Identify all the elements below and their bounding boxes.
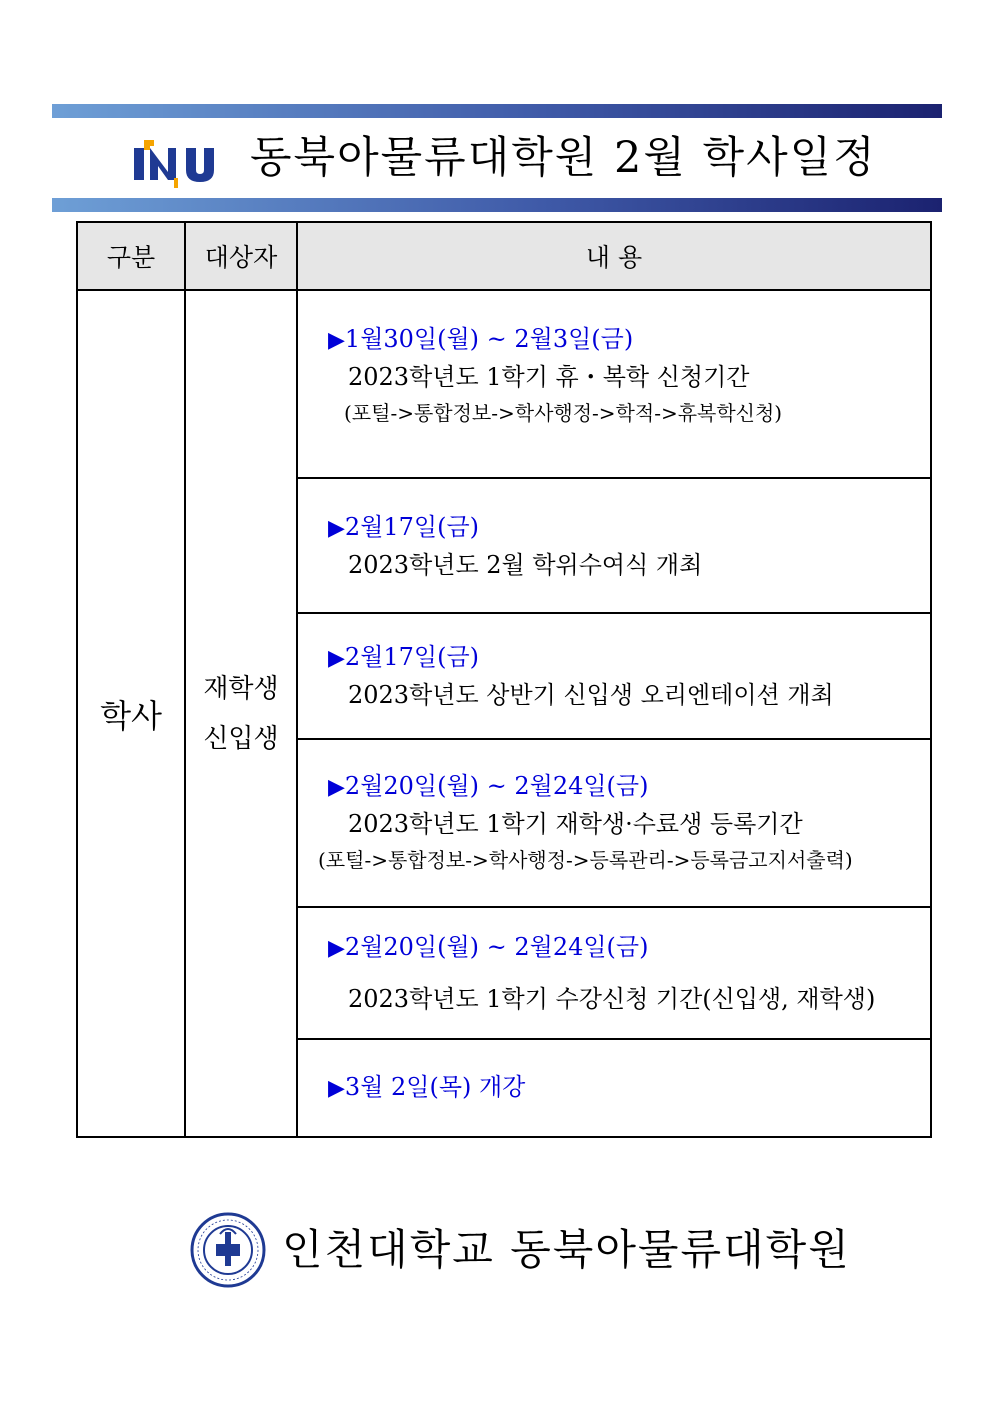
target-cell: [185, 290, 297, 1137]
schedule-item: [297, 739, 931, 907]
footer: [190, 1210, 851, 1290]
table-header-row: [77, 222, 931, 290]
header-bottom-bar: [52, 198, 942, 212]
arrow-marker-icon: ▶: [328, 646, 345, 671]
schedule-date: ▶2월20일(월) ~ 2월24일(금): [328, 772, 649, 800]
arrow-marker-icon: ▶: [328, 328, 345, 353]
inu-logo: [128, 138, 224, 190]
schedule-menu-path: (포털->통합정보->학사행정->등록관리->등록금고지서출력): [318, 848, 853, 872]
schedule-date: ▶1월30일(월) ~ 2월3일(금): [328, 325, 634, 353]
arrow-marker-icon: ▶: [328, 775, 345, 800]
arrow-marker-icon: ▶: [328, 1076, 345, 1101]
schedule-description: 2023학년도 1학기 수강신청 기간(신입생, 재학생): [348, 985, 876, 1013]
schedule-date: ▶3월 2일(목) 개강: [328, 1073, 526, 1101]
column-header-content: 내 용: [297, 222, 931, 290]
schedule-description: 2023학년도 1학기 재학생·수료생 등록기간: [348, 810, 803, 838]
schedule-menu-path: (포털->통합정보->학사행정->학적->휴복학신청): [344, 401, 783, 425]
schedule-item: [297, 290, 931, 478]
schedule-date: ▶2월17일(금): [328, 512, 480, 541]
schedule-item: [297, 613, 931, 739]
schedule-table: [76, 221, 932, 1138]
target-label: 신입생: [203, 723, 279, 754]
table-row: [77, 290, 931, 478]
page-title: 동북아물류대학원 2월 학사일정: [250, 133, 877, 183]
schedule-description: 2023학년도 2월 학위수여식 개최: [348, 550, 703, 579]
schedule-date: ▶2월17일(금): [328, 643, 480, 671]
schedule-item: [297, 907, 931, 1039]
schedule-item: [297, 478, 931, 613]
schedule-date: ▶2월20일(월) ~ 2월24일(금): [328, 933, 649, 961]
schedule-description: 2023학년도 1학기 휴・복학 신청기간: [348, 363, 750, 391]
arrow-marker-icon: ▶: [328, 936, 345, 961]
target-label: 재학생: [203, 673, 279, 704]
header-top-bar: [52, 104, 942, 118]
category-cell: 학사: [77, 290, 185, 1137]
institution-name: 인천대학교 동북아물류대학원: [282, 1225, 851, 1274]
schedule-description: 2023학년도 상반기 신입생 오리엔테이션 개최: [348, 681, 834, 709]
schedule-item: [297, 1039, 931, 1137]
university-seal-icon: [190, 1212, 266, 1288]
column-header-target: 대상자: [185, 222, 297, 290]
arrow-marker-icon: ▶: [328, 515, 345, 541]
column-header-category: 구분: [77, 222, 185, 290]
